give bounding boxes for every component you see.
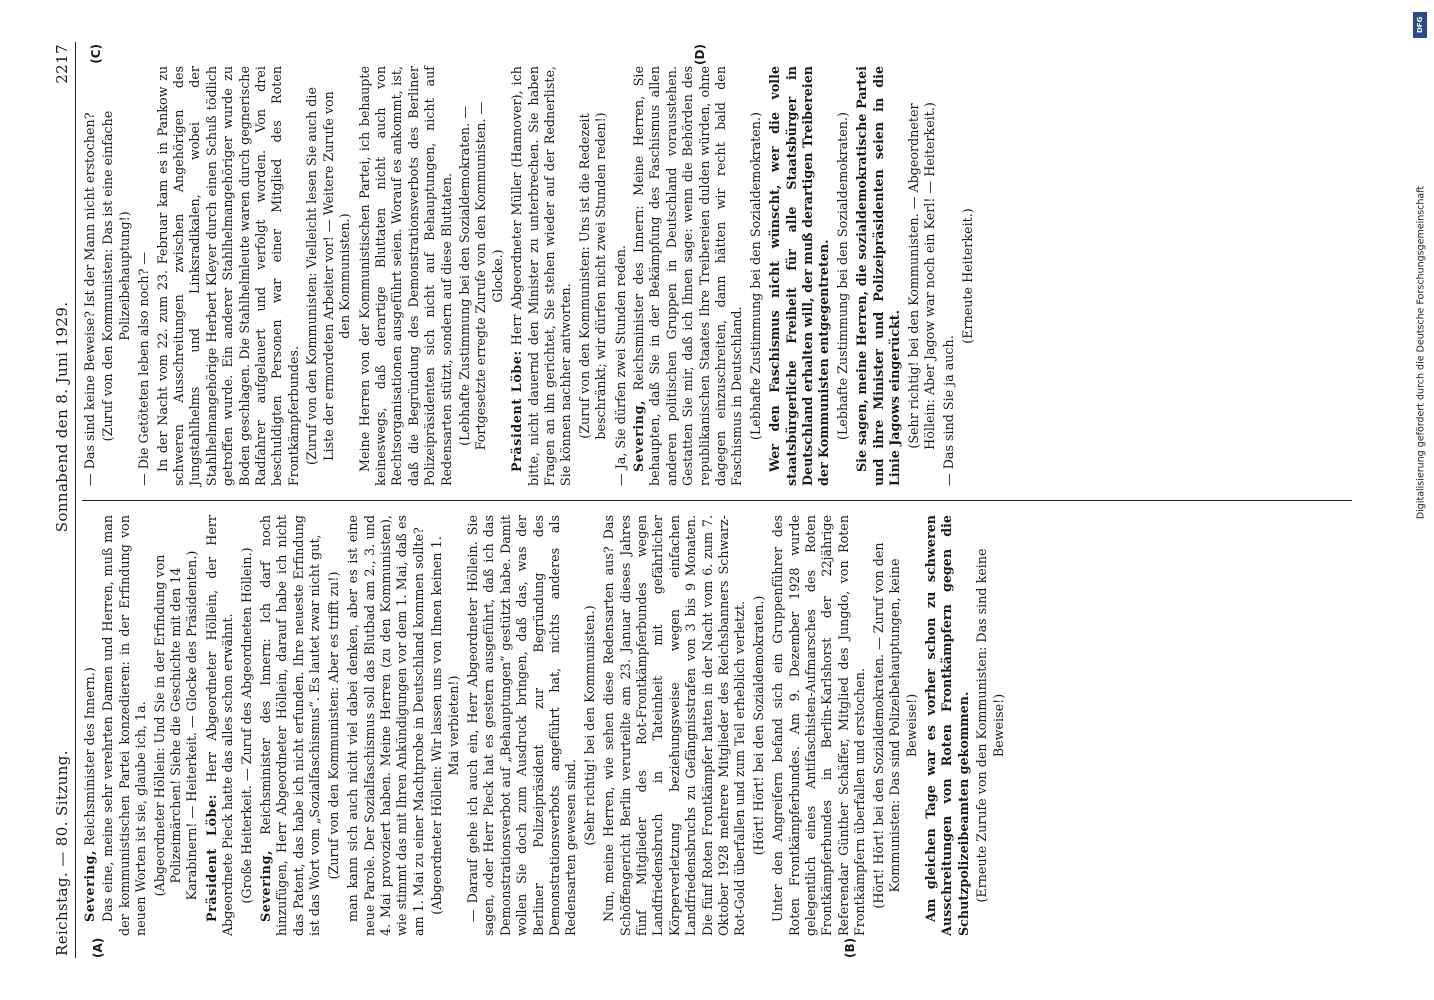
running-head <box>53 42 76 958</box>
speaker-name: Präsident Löbe: <box>509 350 525 472</box>
header-left: Reichstag. — 80. Sitzung. <box>53 750 71 956</box>
interjection: (Lebhafte Zustimmung bei den Sozialdemokraten.) <box>834 112 850 440</box>
speech-paragraph <box>258 515 324 936</box>
page-number: 2217 <box>53 44 71 84</box>
reply-line: — Das sind keine Beweise? Ist der Mann nicht erstochen? <box>82 112 97 486</box>
speech-text: Reichsminister des Innern: Ich darf noch hinzufügen, Herr Abgeordneter Höllein, darauf habe ich nicht das Patent, das habe ich nicht erfunden. Ihre neueste Erfindung ist das Wort vom „Sozialfaschismus“. Es lautet zwar nicht gut, <box>258 515 323 936</box>
interjection: (Lebhafte Zustimmung bei den Sozialdemokraten.) <box>747 112 763 440</box>
paragraph: Unter den Angreifern befand sich ein Gruppenführer des Roten Frontkämpferbundes. Am 9. Dezember 1928 wurde gelegentlich eines Antifaschisten-Aufmarsches des Roten Frontkämpferbundes in Berlin-Karlshorst der 22jährige Referendar Günther Schäffer, Mitglied des Jungdo, von Roten Frontkämpfern überfallen und erstochen. <box>770 515 868 936</box>
paragraph: In der Nacht vom 22. zum 23. Februar kam es in Pankow zu schweren Ausschreitungen zwischen Angehörigen des Jungstahlhelms und Linksradikalen, wobei der Stahlhelmangehörige Herbert Kleyer durch einen Schuß tödlich getroffen wurde. Ein anderer Stahlhelmangehöriger wurde zu Boden geschlagen. Die Stahlhelmleute waren durch gegnerische Radfahrer aufgelauert und verfolgt worden. Von drei beschuldigten Personen war einer Mitglied des Roten Frontkämpferbundes. <box>154 66 301 486</box>
paragraph: Nun, meine Herren, wie sehen diese Redensarten aus? Das Schöffengericht Berlin verurteilte am 23. Januar dieses Jahres fünf Mitglieder des Rot-Frontkämpferbundes wegen Landfriedensbruch in Tateinheit mit gefährlicher Körperverletzung beziehungsweise wegen einfachen Landfriedensbruchs zu Gefängnisstrafen von 3 bis 9 Monaten. Die fünf Roten Frontkämpfer hatten in der Nacht vom 6. zum 7. Oktober 1928 mehrere Mitglieder des Reichsbanners Schwarz-Rot-Gold überfallen und zum Teil erheblich verletzt. <box>601 515 748 936</box>
speech-text: Reichsminister des Innern: Meine Herren, Sie behaupten, daß Sie in der Bekämpfung des Faschismus allen anderen politischen Gruppen in Deutschland vorausstehen. Gestatten Sie mir, daß ich Ihnen sage: wenn die Behörden des republikanischen Staates Ihre Treibereien dulden würden, ohne dagegen einzuschreiten, dann hätten wir recht bald den Faschismus in Deutschland. <box>631 66 745 486</box>
margin-marker-b: (B) <box>843 937 857 958</box>
margin-marker-d: (D) <box>693 44 707 65</box>
emphasized-paragraph: Wer den Faschismus nicht wünscht, wer die volle staatsbürgerliche Freiheit für alle Staatsbürger in Deutschland erhalten will, der muß derartigen Treibereien der Kommunisten entgegentreten. <box>767 66 832 486</box>
header-date: Sonnabend den 8. Juni 1929. <box>53 301 71 533</box>
interjection: (Zuruf von den Kommunisten: Uns ist die Redezeit beschränkt; wir dürfen nicht zwei Stunden reden!) <box>576 112 609 440</box>
right-column-body <box>82 66 976 486</box>
reply-line: — Das sind Sie ja auch. <box>941 335 957 486</box>
credit-text: Digitalisierung gefördert durch die Deutsche Forschungsgemeinschaft <box>1415 185 1427 520</box>
interjection: (Sehr richtig! bei den Kommunisten.) <box>581 605 597 846</box>
left-column <box>82 500 1352 958</box>
margin-marker-a: (A) <box>91 937 105 958</box>
speech-text: Herr Abgeordneter Müller (Hannover), ich bitte, nicht dauernd den Minister zu unterbrechen. Sie haben Fragen an ihn gerichtet, Sie stehen wieder auf der Rednerliste, Sie können nachher antworten. <box>509 66 574 486</box>
right-column <box>82 42 1352 500</box>
interjection: (Lebhafte Zustimmung bei den Sozialdemokraten. — Fortgesetzte erregte Zurufe von den Kommunisten. — Glocke.) <box>456 101 505 451</box>
speech-text: Reichsminister des Innern.) <box>82 667 97 850</box>
document-page <box>47 20 1387 980</box>
paragraph: Meine Herren von der Kommunistischen Partei, ich behaupte keineswegs, daß derartige Bluttaten nicht auch von Rechtsorganisationen ausgeführt seien. Worauf es ankommt, ist, daß die Begründung des Demonstrationsverbots des Berliner Polizeipräsidenten sich nicht auf Behauptungen, nicht auf Redensarten stützt, sondern auf diese Bluttaten. <box>356 66 454 486</box>
dfg-logo: DFG <box>1413 12 1427 38</box>
paragraph: — Darauf gehe ich auch ein, Herr Abgeordneter Höllein. Sie sagen, oder Herr Pieck hat es gestern ausgeführt, daß ich das Demonstrationsverbot auf „Behauptungen“ gestützt habe. Damit wollen Sie doch zum Ausdruck bringen, daß das, was der Berliner Polizeipräsident zur Begründung des Demonstrationsverbots angeführt hat, nichts anderes als Redensarten gewesen sind. <box>464 515 579 936</box>
interjection: (Erneute Heiterkeit.) <box>959 208 975 344</box>
speaker-name: Severing, <box>631 399 646 472</box>
margin-marker-c: (C) <box>89 44 103 64</box>
speech-paragraph <box>82 515 98 936</box>
interjection: (Zuruf von den Kommunisten: Vielleicht lesen Sie auch die Liste der ermordeten Arbeiter vor! — Weitere Zurufe von den Kommunisten.) <box>304 87 353 465</box>
speech-paragraph <box>204 515 237 936</box>
interjection: (Abgeordneter Höllein: Wir lassen uns von Ihnen keinen 1. Mai verbieten!) <box>429 536 461 915</box>
speech-paragraph <box>631 66 746 486</box>
interjection: (Hört! Hört! bei den Sozialdemokraten.) <box>750 595 766 856</box>
interjection: (Zuruf von den Kommunisten: Aber es trifft zu!) <box>325 571 341 880</box>
speech-text: Herr Abgeordneter Höllein, der Herr Abgeordnete Pieck hatte das alles schon erwähnt. <box>203 515 236 936</box>
interjection: (Abgeordneter Höllein: Und Sie in der Erfindung von Polizeimärchen! Siehe die Geschichte mit den 14 Karabinern! — Heiterkeit. — Glocke des Präsidenten.) <box>151 550 200 901</box>
emphasized-paragraph: Am gleichen Tage war es vorher schon zu schweren Ausschreitungen von Roten Frontkämpfern gegen die Schutzpolizeibeamten gekommen. <box>922 515 971 936</box>
paragraph: Das eine, meine sehr verehrten Damen und Herren, muß man der kommunistischen Partei konzedieren: in der Erfindung von neuen Worten ist sie, glaube ich, 1a. <box>100 515 149 936</box>
reply-line: — Die Getöteten leben also noch? — <box>136 251 152 486</box>
speaker-name: Severing, <box>82 849 97 922</box>
emphasized-paragraph: Sie sagen, meine Herren, die sozialdemokratische Partei und ihre Minister und Polizeipräsidenten seien in die Linie Jagows eingerückt. <box>854 66 903 486</box>
speech-paragraph <box>509 66 575 486</box>
speaker-name: Präsident Löbe: <box>203 793 219 922</box>
digitization-credit <box>1401 14 1434 694</box>
interjection: (Sehr richtig! bei den Kommunisten. — Abgeordneter Höllein: Aber Jagow war noch ein Kerl! — Heiterkeit.) <box>905 102 937 450</box>
reply-line: — Ja, Sie dürfen zwei Stunden reden. <box>612 244 628 486</box>
interjection: (Große Heiterkeit. — Zuruf des Abgeordneten Höllein.) <box>238 547 254 904</box>
speaker-name: Severing, <box>258 849 274 922</box>
interjection: (Hört! Hört! bei den Sozialdemokraten. — Zuruf von den Kommunisten: Das sind Polizeibehauptungen, keine Beweise!) <box>870 542 919 909</box>
interjection: (Zuruf von den Kommunisten: Das ist eine einfache Polizeibehauptung!) <box>100 110 132 442</box>
paragraph: man kann sich auch nicht viel dabei denken, aber es ist eine neue Parole. Der Sozialfaschismus soll das Blutbad am 2., 3. und 4. Mai provoziert haben. Meine Herren (zu den Kommunisten), wie stimmt das mit Ihren Ankündigungen vor dem 1. Mai, daß es am 1. Mai zu einer Machtprobe in Deutschland kommen sollte? <box>345 515 426 936</box>
text-columns <box>82 42 1352 958</box>
left-column-body <box>82 515 1007 936</box>
interjection: (Erneute Zurufe von den Kommunisten: Das sind keine Beweise!) <box>974 548 1006 903</box>
